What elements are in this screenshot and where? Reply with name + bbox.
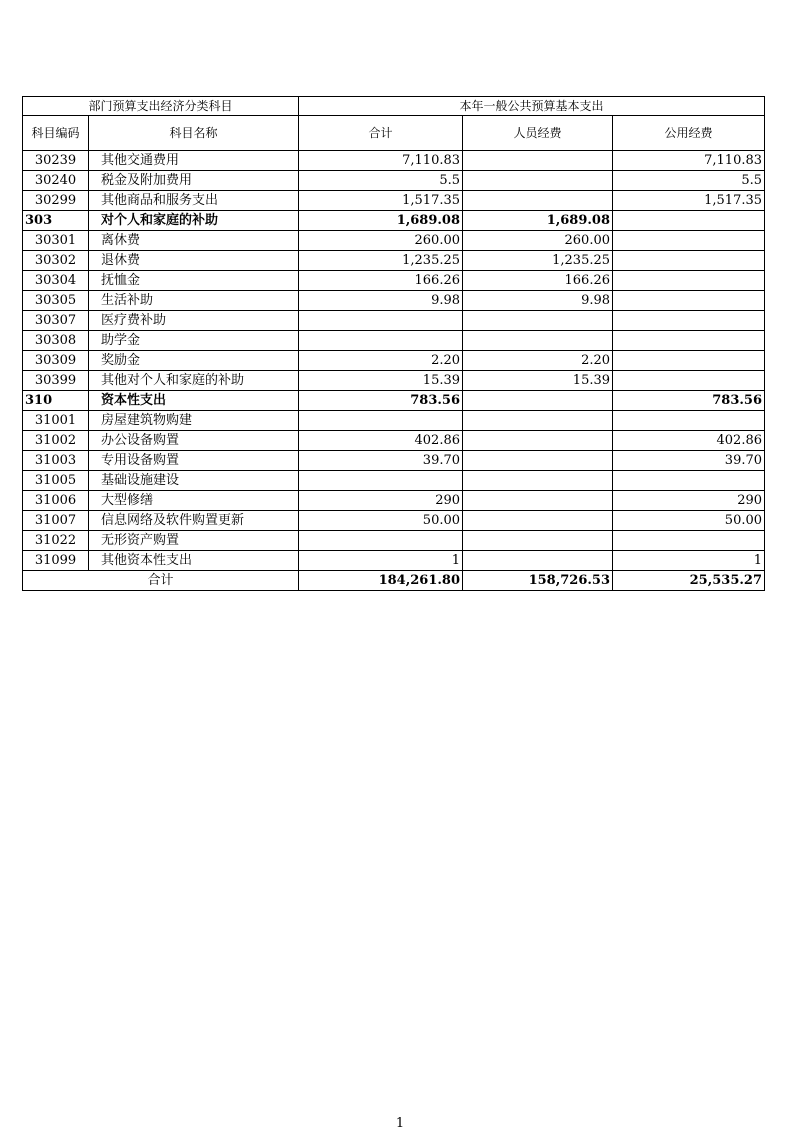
row-code: 31099: [23, 551, 89, 571]
row-total: [299, 531, 463, 551]
row-personnel: [463, 411, 613, 431]
row-total: [299, 311, 463, 331]
row-code: 30304: [23, 271, 89, 291]
row-personnel: [463, 531, 613, 551]
row-name: 奖励金: [89, 351, 299, 371]
row-personnel: 9.98: [463, 291, 613, 311]
row-code: 310: [23, 391, 89, 411]
row-personnel: [463, 471, 613, 491]
table-row: [23, 331, 765, 351]
row-public: 39.70: [613, 451, 765, 471]
total-label: 合计: [23, 571, 299, 591]
row-code: 30309: [23, 351, 89, 371]
row-name: 房屋建筑物购建: [89, 411, 299, 431]
table-row: [23, 471, 765, 491]
row-code: 31022: [23, 531, 89, 551]
row-public: 5.5: [613, 171, 765, 191]
header-group-left: 部门预算支出经济分类科目: [23, 97, 299, 116]
row-code: 30308: [23, 331, 89, 351]
row-name: 其他交通费用: [89, 151, 299, 171]
row-personnel: 166.26: [463, 271, 613, 291]
row-public: [613, 311, 765, 331]
row-name: 无形资产购置: [89, 531, 299, 551]
row-personnel: 1,689.08: [463, 211, 613, 231]
row-total: 50.00: [299, 511, 463, 531]
row-code: 30239: [23, 151, 89, 171]
row-public: 7,110.83: [613, 151, 765, 171]
table-row: [23, 211, 765, 231]
row-code: 31007: [23, 511, 89, 531]
row-code: 30399: [23, 371, 89, 391]
row-name: 信息网络及软件购置更新: [89, 511, 299, 531]
row-public: [613, 291, 765, 311]
row-public: [613, 531, 765, 551]
row-public: 402.86: [613, 431, 765, 451]
header-row-columns: [23, 116, 765, 151]
row-name: 大型修缮: [89, 491, 299, 511]
header-row-group: [23, 97, 765, 116]
row-total: 39.70: [299, 451, 463, 471]
row-personnel: [463, 151, 613, 171]
row-total: 166.26: [299, 271, 463, 291]
row-name: 专用设备购置: [89, 451, 299, 471]
table-row: [23, 231, 765, 251]
row-public: [613, 271, 765, 291]
row-total: 2.20: [299, 351, 463, 371]
table-row: [23, 391, 765, 411]
row-code: 30307: [23, 311, 89, 331]
row-name: 离休费: [89, 231, 299, 251]
row-total: 9.98: [299, 291, 463, 311]
total-public: 25,535.27: [613, 571, 765, 591]
row-code: 31005: [23, 471, 89, 491]
row-total: 783.56: [299, 391, 463, 411]
table-row: [23, 351, 765, 371]
row-public: [613, 251, 765, 271]
row-code: 30299: [23, 191, 89, 211]
row-public: 50.00: [613, 511, 765, 531]
row-personnel: [463, 311, 613, 331]
table-row: [23, 551, 765, 571]
row-public: [613, 351, 765, 371]
row-public: [613, 371, 765, 391]
budget-table: [22, 96, 765, 591]
row-total: 7,110.83: [299, 151, 463, 171]
row-name: 其他对个人和家庭的补助: [89, 371, 299, 391]
table-row: [23, 371, 765, 391]
row-personnel: [463, 191, 613, 211]
row-personnel: [463, 171, 613, 191]
header-code: 科目编码: [23, 116, 89, 151]
total-row: [23, 571, 765, 591]
table-row: [23, 151, 765, 171]
table-row: [23, 311, 765, 331]
row-public: 290: [613, 491, 765, 511]
header-total: 合计: [299, 116, 463, 151]
row-total: 260.00: [299, 231, 463, 251]
row-code: 31006: [23, 491, 89, 511]
row-personnel: [463, 391, 613, 411]
table-row: [23, 291, 765, 311]
row-name: 基础设施建设: [89, 471, 299, 491]
table-row: [23, 191, 765, 211]
row-personnel: 1,235.25: [463, 251, 613, 271]
header-public: 公用经费: [613, 116, 765, 151]
row-public: [613, 411, 765, 431]
row-total: 5.5: [299, 171, 463, 191]
row-personnel: [463, 331, 613, 351]
row-public: [613, 331, 765, 351]
row-name: 助学金: [89, 331, 299, 351]
table-row: [23, 451, 765, 471]
row-total: [299, 331, 463, 351]
table-row: [23, 171, 765, 191]
row-name: 生活补助: [89, 291, 299, 311]
row-name: 办公设备购置: [89, 431, 299, 451]
row-name: 其他商品和服务支出: [89, 191, 299, 211]
row-personnel: 15.39: [463, 371, 613, 391]
header-personnel: 人员经费: [463, 116, 613, 151]
row-name: 退休费: [89, 251, 299, 271]
row-public: 1,517.35: [613, 191, 765, 211]
table-row: [23, 491, 765, 511]
row-personnel: 2.20: [463, 351, 613, 371]
row-personnel: 260.00: [463, 231, 613, 251]
row-name: 医疗费补助: [89, 311, 299, 331]
row-code: 303: [23, 211, 89, 231]
total-total: 184,261.80: [299, 571, 463, 591]
table-row: [23, 251, 765, 271]
row-personnel: [463, 451, 613, 471]
total-personnel: 158,726.53: [463, 571, 613, 591]
row-personnel: [463, 551, 613, 571]
row-public: 783.56: [613, 391, 765, 411]
row-personnel: [463, 511, 613, 531]
row-total: [299, 471, 463, 491]
table-row: [23, 431, 765, 451]
table-row: [23, 511, 765, 531]
row-code: 30305: [23, 291, 89, 311]
row-name: 抚恤金: [89, 271, 299, 291]
header-group-right: 本年一般公共预算基本支出: [299, 97, 765, 116]
row-name: 对个人和家庭的补助: [89, 211, 299, 231]
table-row: [23, 271, 765, 291]
row-total: 1: [299, 551, 463, 571]
row-code: 31001: [23, 411, 89, 431]
row-total: [299, 411, 463, 431]
row-name: 其他资本性支出: [89, 551, 299, 571]
row-code: 30301: [23, 231, 89, 251]
header-name: 科目名称: [89, 116, 299, 151]
table-row: [23, 531, 765, 551]
row-public: 1: [613, 551, 765, 571]
row-total: 402.86: [299, 431, 463, 451]
row-code: 31003: [23, 451, 89, 471]
row-personnel: [463, 491, 613, 511]
row-public: [613, 211, 765, 231]
row-name: 税金及附加费用: [89, 171, 299, 191]
table-row: [23, 411, 765, 431]
row-public: [613, 471, 765, 491]
row-total: 15.39: [299, 371, 463, 391]
row-code: 30302: [23, 251, 89, 271]
page-number: 1: [395, 1116, 405, 1131]
row-name: 资本性支出: [89, 391, 299, 411]
row-code: 30240: [23, 171, 89, 191]
row-total: 290: [299, 491, 463, 511]
row-personnel: [463, 431, 613, 451]
row-total: 1,517.35: [299, 191, 463, 211]
row-total: 1,235.25: [299, 251, 463, 271]
row-code: 31002: [23, 431, 89, 451]
row-total: 1,689.08: [299, 211, 463, 231]
row-public: [613, 231, 765, 251]
